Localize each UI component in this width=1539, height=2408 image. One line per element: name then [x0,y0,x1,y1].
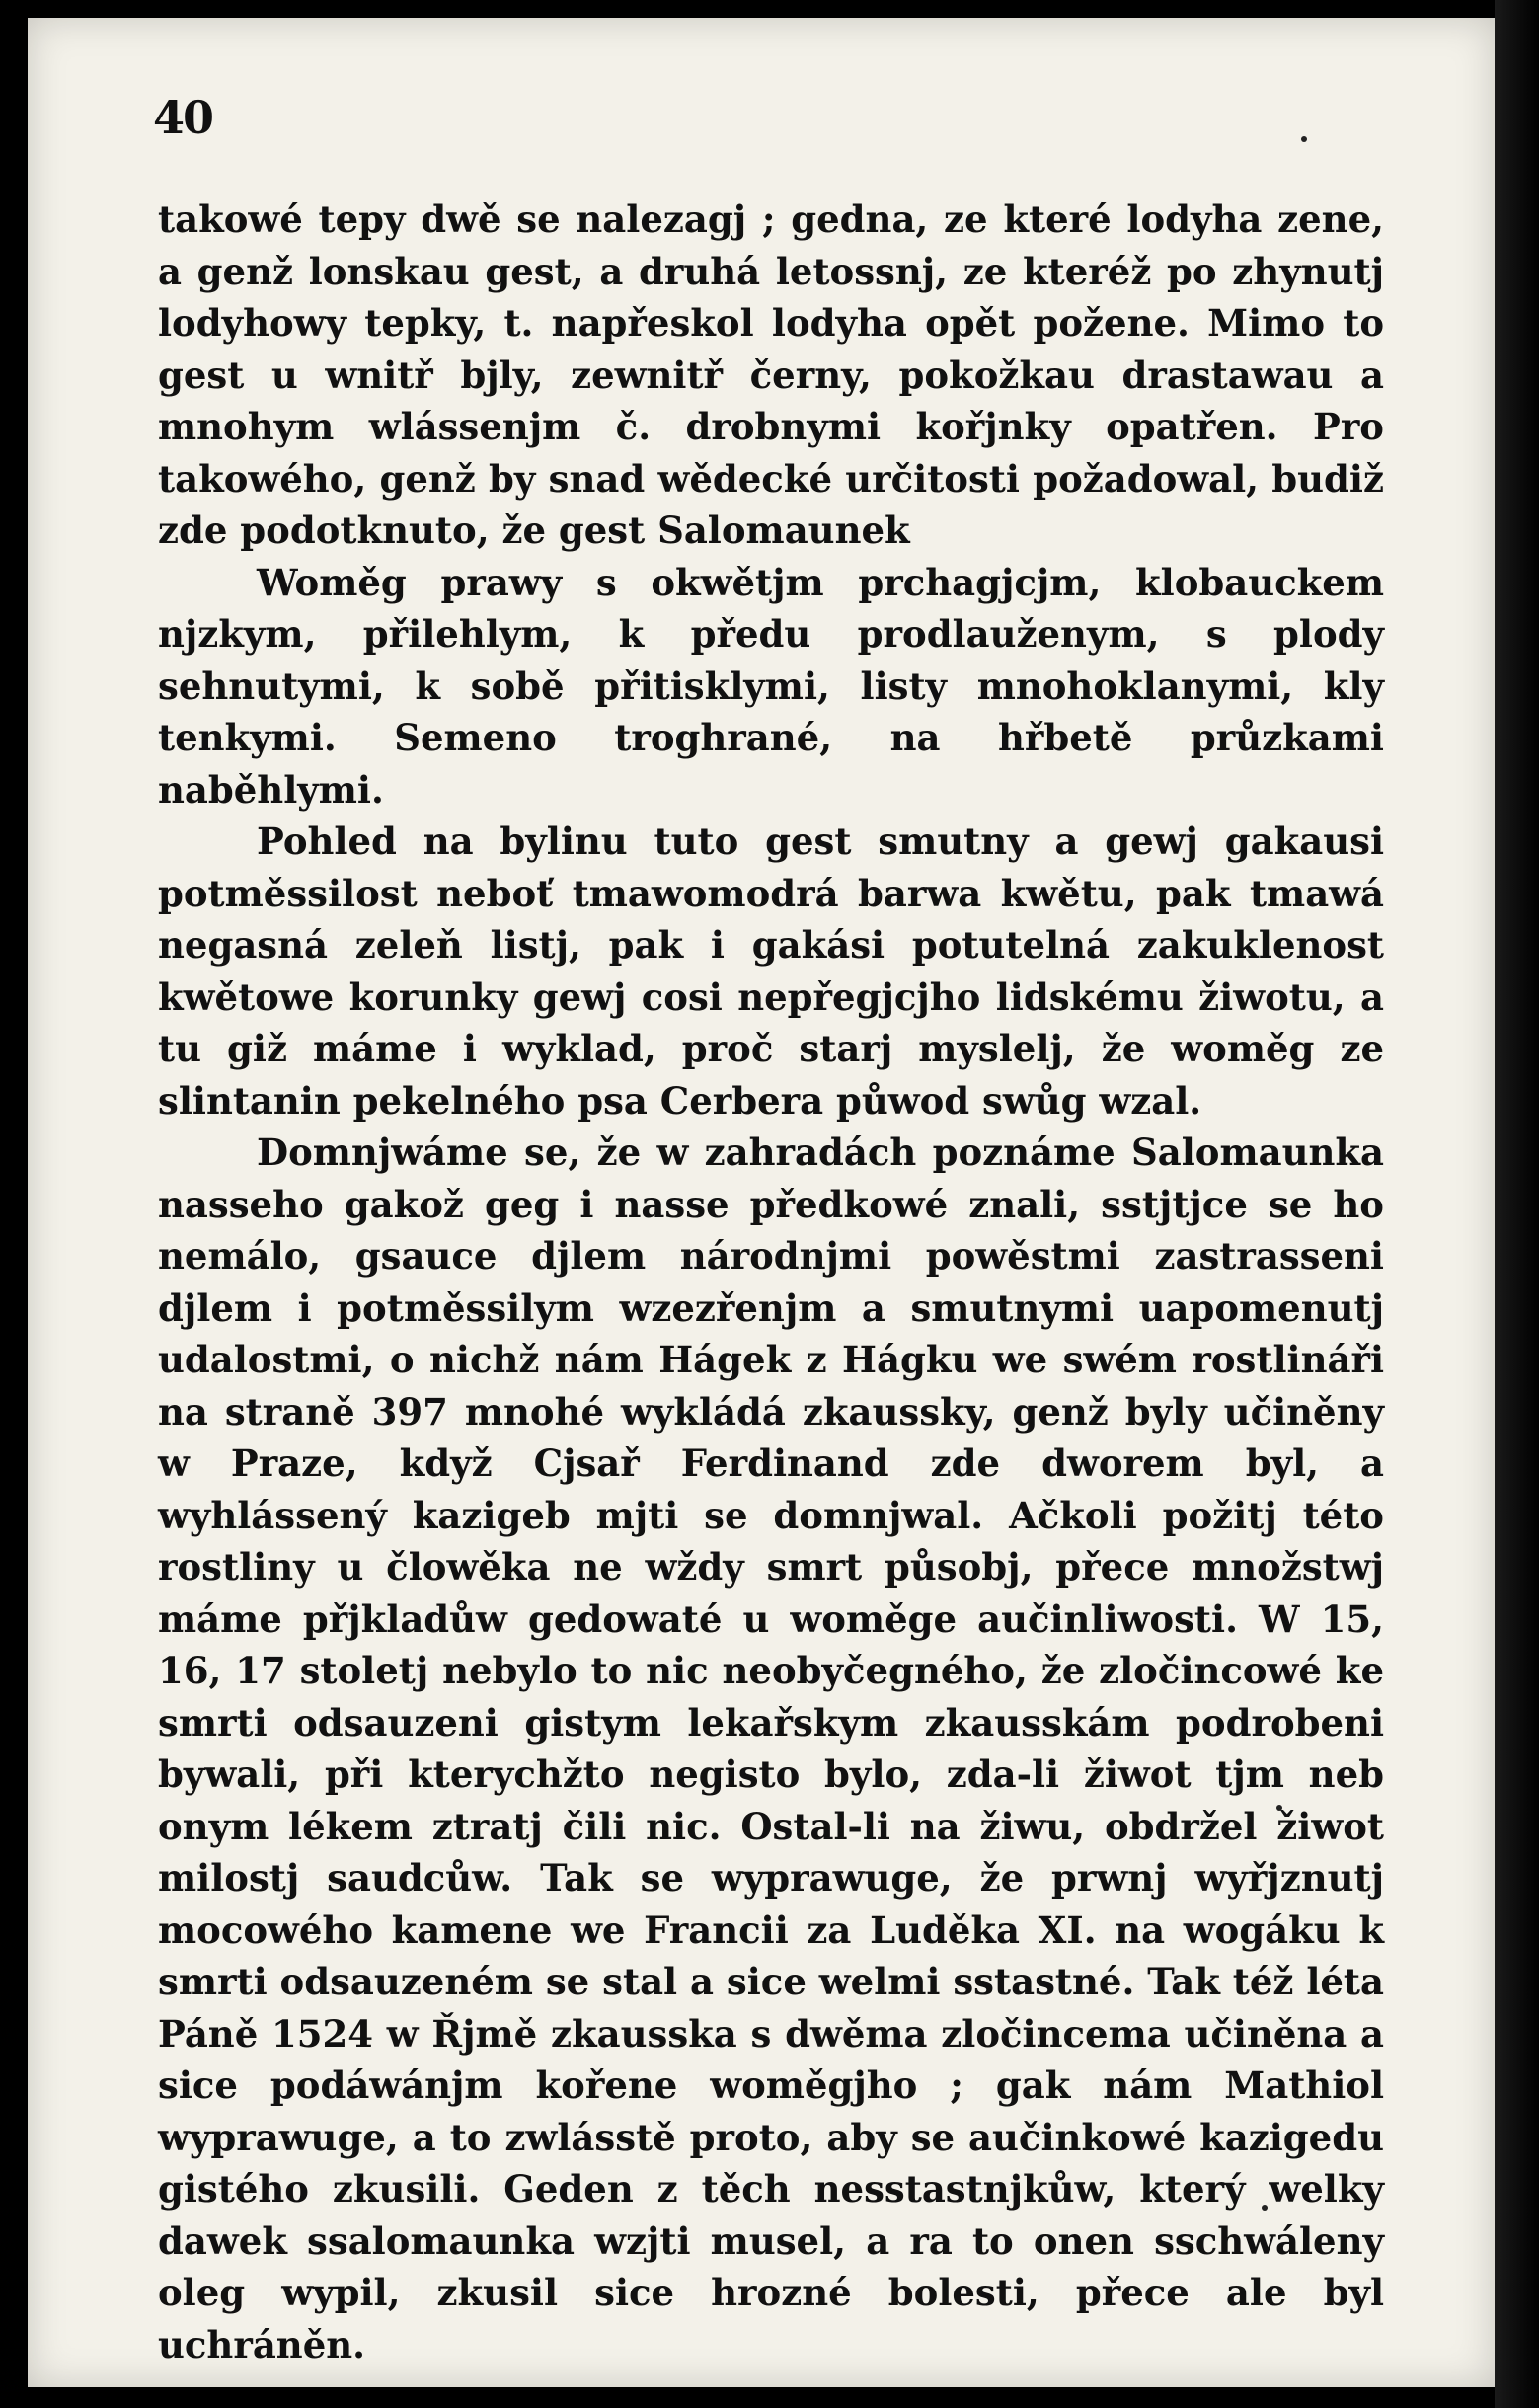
paragraph-3: Pohled na bylinu tuto gest smutny a gewj gakausi potměssilost neboť tmawomodrá barwa kwětu, pak tmawá negasná zeleň listj, pak i gakási potutelná zakuklenost kwětowe korunky gewj cosi nepřegjcjho lidskému žiwotu, a tu giž máme i wyklad, proč starj myslelj, že woměg ze slintanin pekelného psa Cerbera půwod swůg wzal. [158,819,1384,1123]
ink-speck [1301,136,1307,142]
page-number: 40 [153,91,213,144]
paragraph-1: takowé tepy dwě se nalezagj ; gedna, ze které lodyha zene, a genž lonskau gest, a druhá letossnj, ze kteréž po zhynutj lodyhowy tepky, t. napřeskol lodyha opět požene. Mimo to gest u wnitř bjly, zewnitř černy, pokožkau drastawau a mnohym wlássenjm č. drobnymi kořjnky opatřen. Pro takowého, genž by snad wědecké určitosti požadowal, budiž zde podotknuto, že gest Salomaunek [158,197,1384,552]
paragraph-2: Woměg prawy s okwětjm prchagjcjm, klobauckem njzkym, přilehlym, k předu prodlauženym, s plody sehnutymi, k sobě přitisklymi, listy mnohoklanymi, kly tenkymi. Semeno troghrané, na hřbetě průzkami naběhlymi. [158,560,1384,812]
paragraph-4: Domnjwáme se, že w zahradách poznáme Salomaunka nasseho gakož geg i nasse předkowé znali, sstjtjce se ho nemálo, gsauce djlem národnjmi powěstmi zastrasseni djlem i potměssilym wzezřenjm a smutnymi uapomenutj udalostmi, o nichž nám Hágek z Hágku we swém rostlináři na straně 397 mnohé wykládá zkaussky, genž byly učiněny w Praze, když Cjsař Ferdinand zde dworem byl, a wyhlássený kazigeb mjti se domnjwal. Ačkoli požitj této rostliny u člowěka ne wždy smrt působj, přece množstwj máme přjkladůw gedowaté u woměge aučinliwosti. W 15, 16, 17 stoletj nebylo to nic neobyčegného, že zločincowé ke smrti odsauzeni gistym lekařskym zkausskám podrobeni bywali, při kterychžto negisto bylo, zda-li žiwot tjm neb onym lékem ztratj čili nic. Ostal-li na žiwu, obdržel žiwot milostj saudcůw. Tak se wyprawuge, že prwnj wyřjznutj mocowého kamene we Francii za Luděka XI. na wogáku k smrti odsauzeném se stal a sice welmi sstastné. Tak též léta Páně 1524 w Řjmě zkausska s dwěma zločincema učiněna a sice podáwánjm kořene woměgjho ; gak nám Mathiol wyprawuge, a to zwlásstě proto, aby se aučinkowé kazigedu gistého zkusili. Geden z těch nesstastnjkůw, který welky dawek ssalomaunka wzjti musel, a ra to onen sschwáleny oleg wypil, zkusil sice hrozné bolesti, přece ale byl uchráněn. [158,1130,1384,2367]
scan-edge-shadow [1495,0,1539,2408]
body-text [158,194,1384,2370]
